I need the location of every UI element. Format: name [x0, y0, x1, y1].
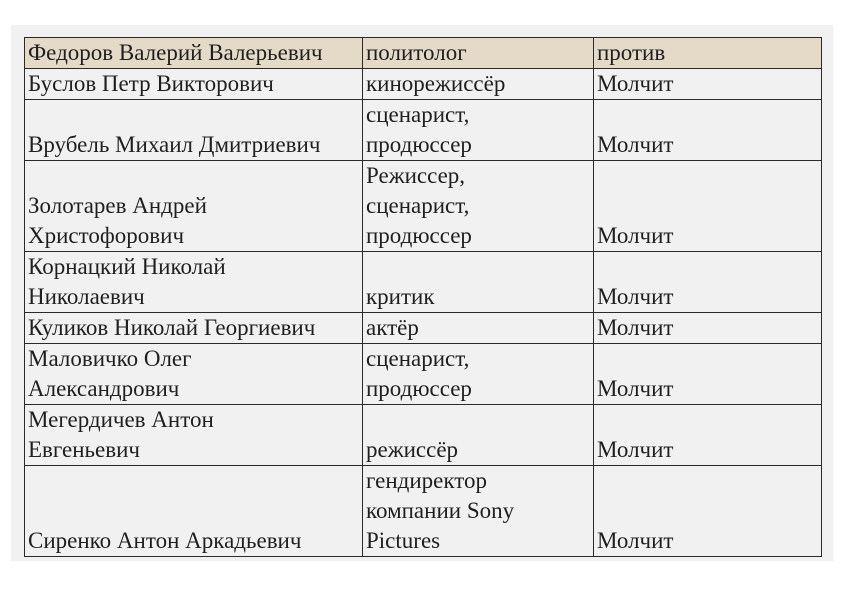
- occupation-cell: сценарист, продюссер: [363, 344, 594, 405]
- occupation-cell: кинорежиссёр: [363, 69, 594, 100]
- name-cell: Сиренко Антон Аркадьевич: [25, 466, 363, 557]
- stance-cell: Молчит: [594, 69, 822, 100]
- stance-cell: Молчит: [594, 100, 822, 161]
- occupation-cell: режиссёр: [363, 405, 594, 466]
- name-cell: Буслов Петр Викторович: [25, 69, 363, 100]
- table-row: [25, 252, 822, 313]
- stance-cell: против: [594, 38, 822, 69]
- name-cell: Маловичко Олег Александрович: [25, 344, 363, 405]
- table-row: [25, 100, 822, 161]
- occupation-cell: актёр: [363, 313, 594, 344]
- table-row: [25, 69, 822, 100]
- table-row: [25, 161, 822, 252]
- stance-cell: Молчит: [594, 313, 822, 344]
- table-row: [25, 38, 822, 69]
- table-row: [25, 466, 822, 557]
- name-cell: Куликов Николай Георгиевич: [25, 313, 363, 344]
- name-cell: Корнацкий Николай Николаевич: [25, 252, 363, 313]
- name-cell: Федоров Валерий Валерьевич: [25, 38, 363, 69]
- occupation-cell: критик: [363, 252, 594, 313]
- stance-cell: Молчит: [594, 466, 822, 557]
- occupation-cell: Режиссер, сценарист, продюссер: [363, 161, 594, 252]
- name-cell: Мегердичев Антон Евгеньевич: [25, 405, 363, 466]
- table-row: [25, 313, 822, 344]
- stance-cell: Молчит: [594, 252, 822, 313]
- occupation-cell: политолог: [363, 38, 594, 69]
- stance-cell: Молчит: [594, 344, 822, 405]
- table-row: [25, 344, 822, 405]
- name-cell: Врубель Михаил Дмитриевич: [25, 100, 363, 161]
- stance-cell: Молчит: [594, 161, 822, 252]
- occupation-cell: сценарист, продюссер: [363, 100, 594, 161]
- stance-cell: Молчит: [594, 405, 822, 466]
- name-cell: Золотарев Андрей Христофорович: [25, 161, 363, 252]
- persons-table: [24, 37, 822, 557]
- table-row: [25, 405, 822, 466]
- occupation-cell: гендиректор компании Sony Pictures: [363, 466, 594, 557]
